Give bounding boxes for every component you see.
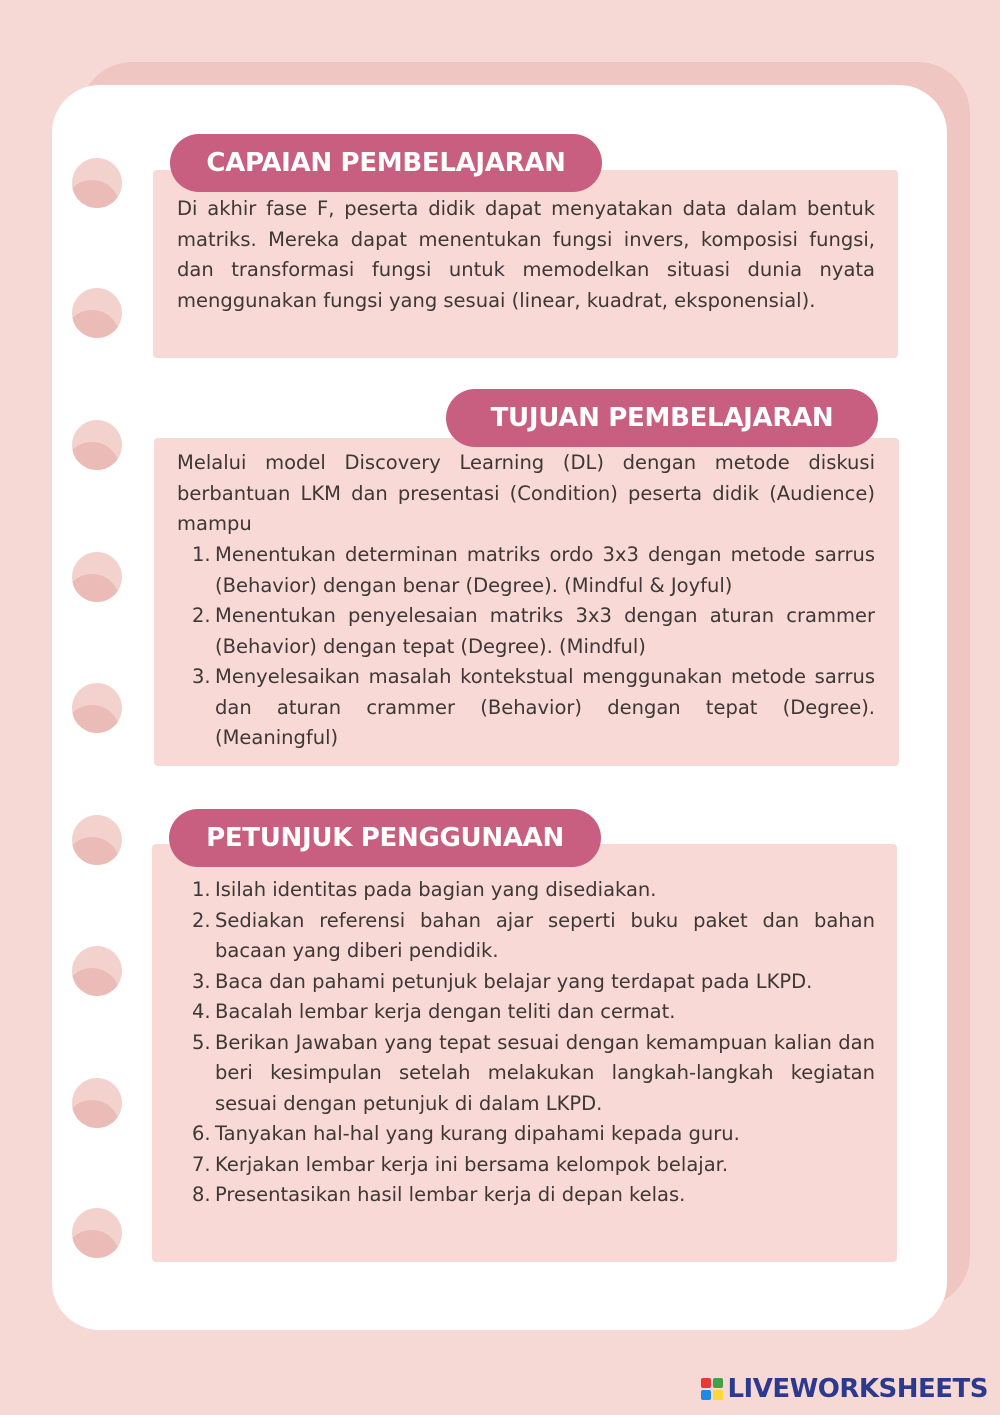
capaian-title: CAPAIAN PEMBELAJARAN <box>170 134 602 192</box>
binder-ring <box>72 815 122 865</box>
petunjuk-title: PETUNJUK PENGGUNAAN <box>169 809 601 867</box>
liveworksheets-logo[interactable] <box>701 1373 988 1405</box>
logo-grid-icon <box>701 1378 723 1400</box>
binder-ring <box>72 288 122 338</box>
capaian-text: Di akhir fase F, peserta didik dapat menyatakan data dalam bentuk matriks. Mereka dapat menentukan fungsi invers, komposisi fungsi, dan transformasi fungsi untuk memodelkan situasi dunia nyata menggunakan fungsi yang sesuai (linear, kuadrat, eksponensial). <box>177 197 875 312</box>
binder-ring <box>72 1208 122 1258</box>
binder-ring <box>72 683 122 733</box>
list-item: 3. Menyelesaikan masalah kontekstual menggunakan metode sarrus dan aturan crammer (Behavior) dengan tepat (Degree). (Meaningful) <box>192 665 875 749</box>
tujuan-intro: Melalui model Discovery Learning (DL) dengan metode diskusi berbantuan LKM dan presentasi (Condition) peserta didik (Audience) mampu <box>177 451 875 535</box>
list-item: 2. Menentukan penyelesaian matriks 3x3 dengan aturan crammer (Behavior) dengan tepat (Degree). (Mindful) <box>192 604 875 658</box>
binder-ring <box>72 420 122 470</box>
list-item: 4. Bacalah lembar kerja dengan teliti dan cermat. <box>192 1000 676 1023</box>
list-item: 6. Tanyakan hal-hal yang kurang dipahami kepada guru. <box>192 1122 740 1145</box>
list-item: 5. Berikan Jawaban yang tepat sesuai dengan kemampuan kalian dan beri kesimpulan setelah melakukan langkah-langkah kegiatan sesuai dengan petunjuk di dalam LKPD. <box>192 1030 875 1115</box>
list-item: 8. Presentasikan hasil lembar kerja di depan kelas. <box>192 1183 686 1206</box>
list-item: 7. Kerjakan lembar kerja ini bersama kelompok belajar. <box>192 1152 729 1176</box>
binder-ring <box>72 158 122 208</box>
tujuan-title: TUJUAN PEMBELAJARAN <box>446 389 878 447</box>
list-item: 3. Baca dan pahami petunjuk belajar yang terdapat pada LKPD. <box>192 969 813 993</box>
binder-ring <box>72 1078 122 1128</box>
binder-ring <box>72 552 122 602</box>
list-item: 1. Menentukan determinan matriks ordo 3x3 dengan metode sarrus (Behavior) dengan benar (Degree). (Mindful & Joyful) <box>192 543 875 597</box>
petunjuk-list <box>177 875 875 1211</box>
list-item: 1. Isilah identitas pada bagian yang disediakan. <box>192 878 657 901</box>
binder-ring <box>72 946 122 996</box>
logo-text: LIVEWORKSHEETS <box>727 1374 988 1404</box>
list-item: 2. Sediakan referensi bahan ajar seperti buku paket dan bahan bacaan yang diberi pendidik. <box>192 908 875 962</box>
tujuan-list <box>177 540 875 754</box>
